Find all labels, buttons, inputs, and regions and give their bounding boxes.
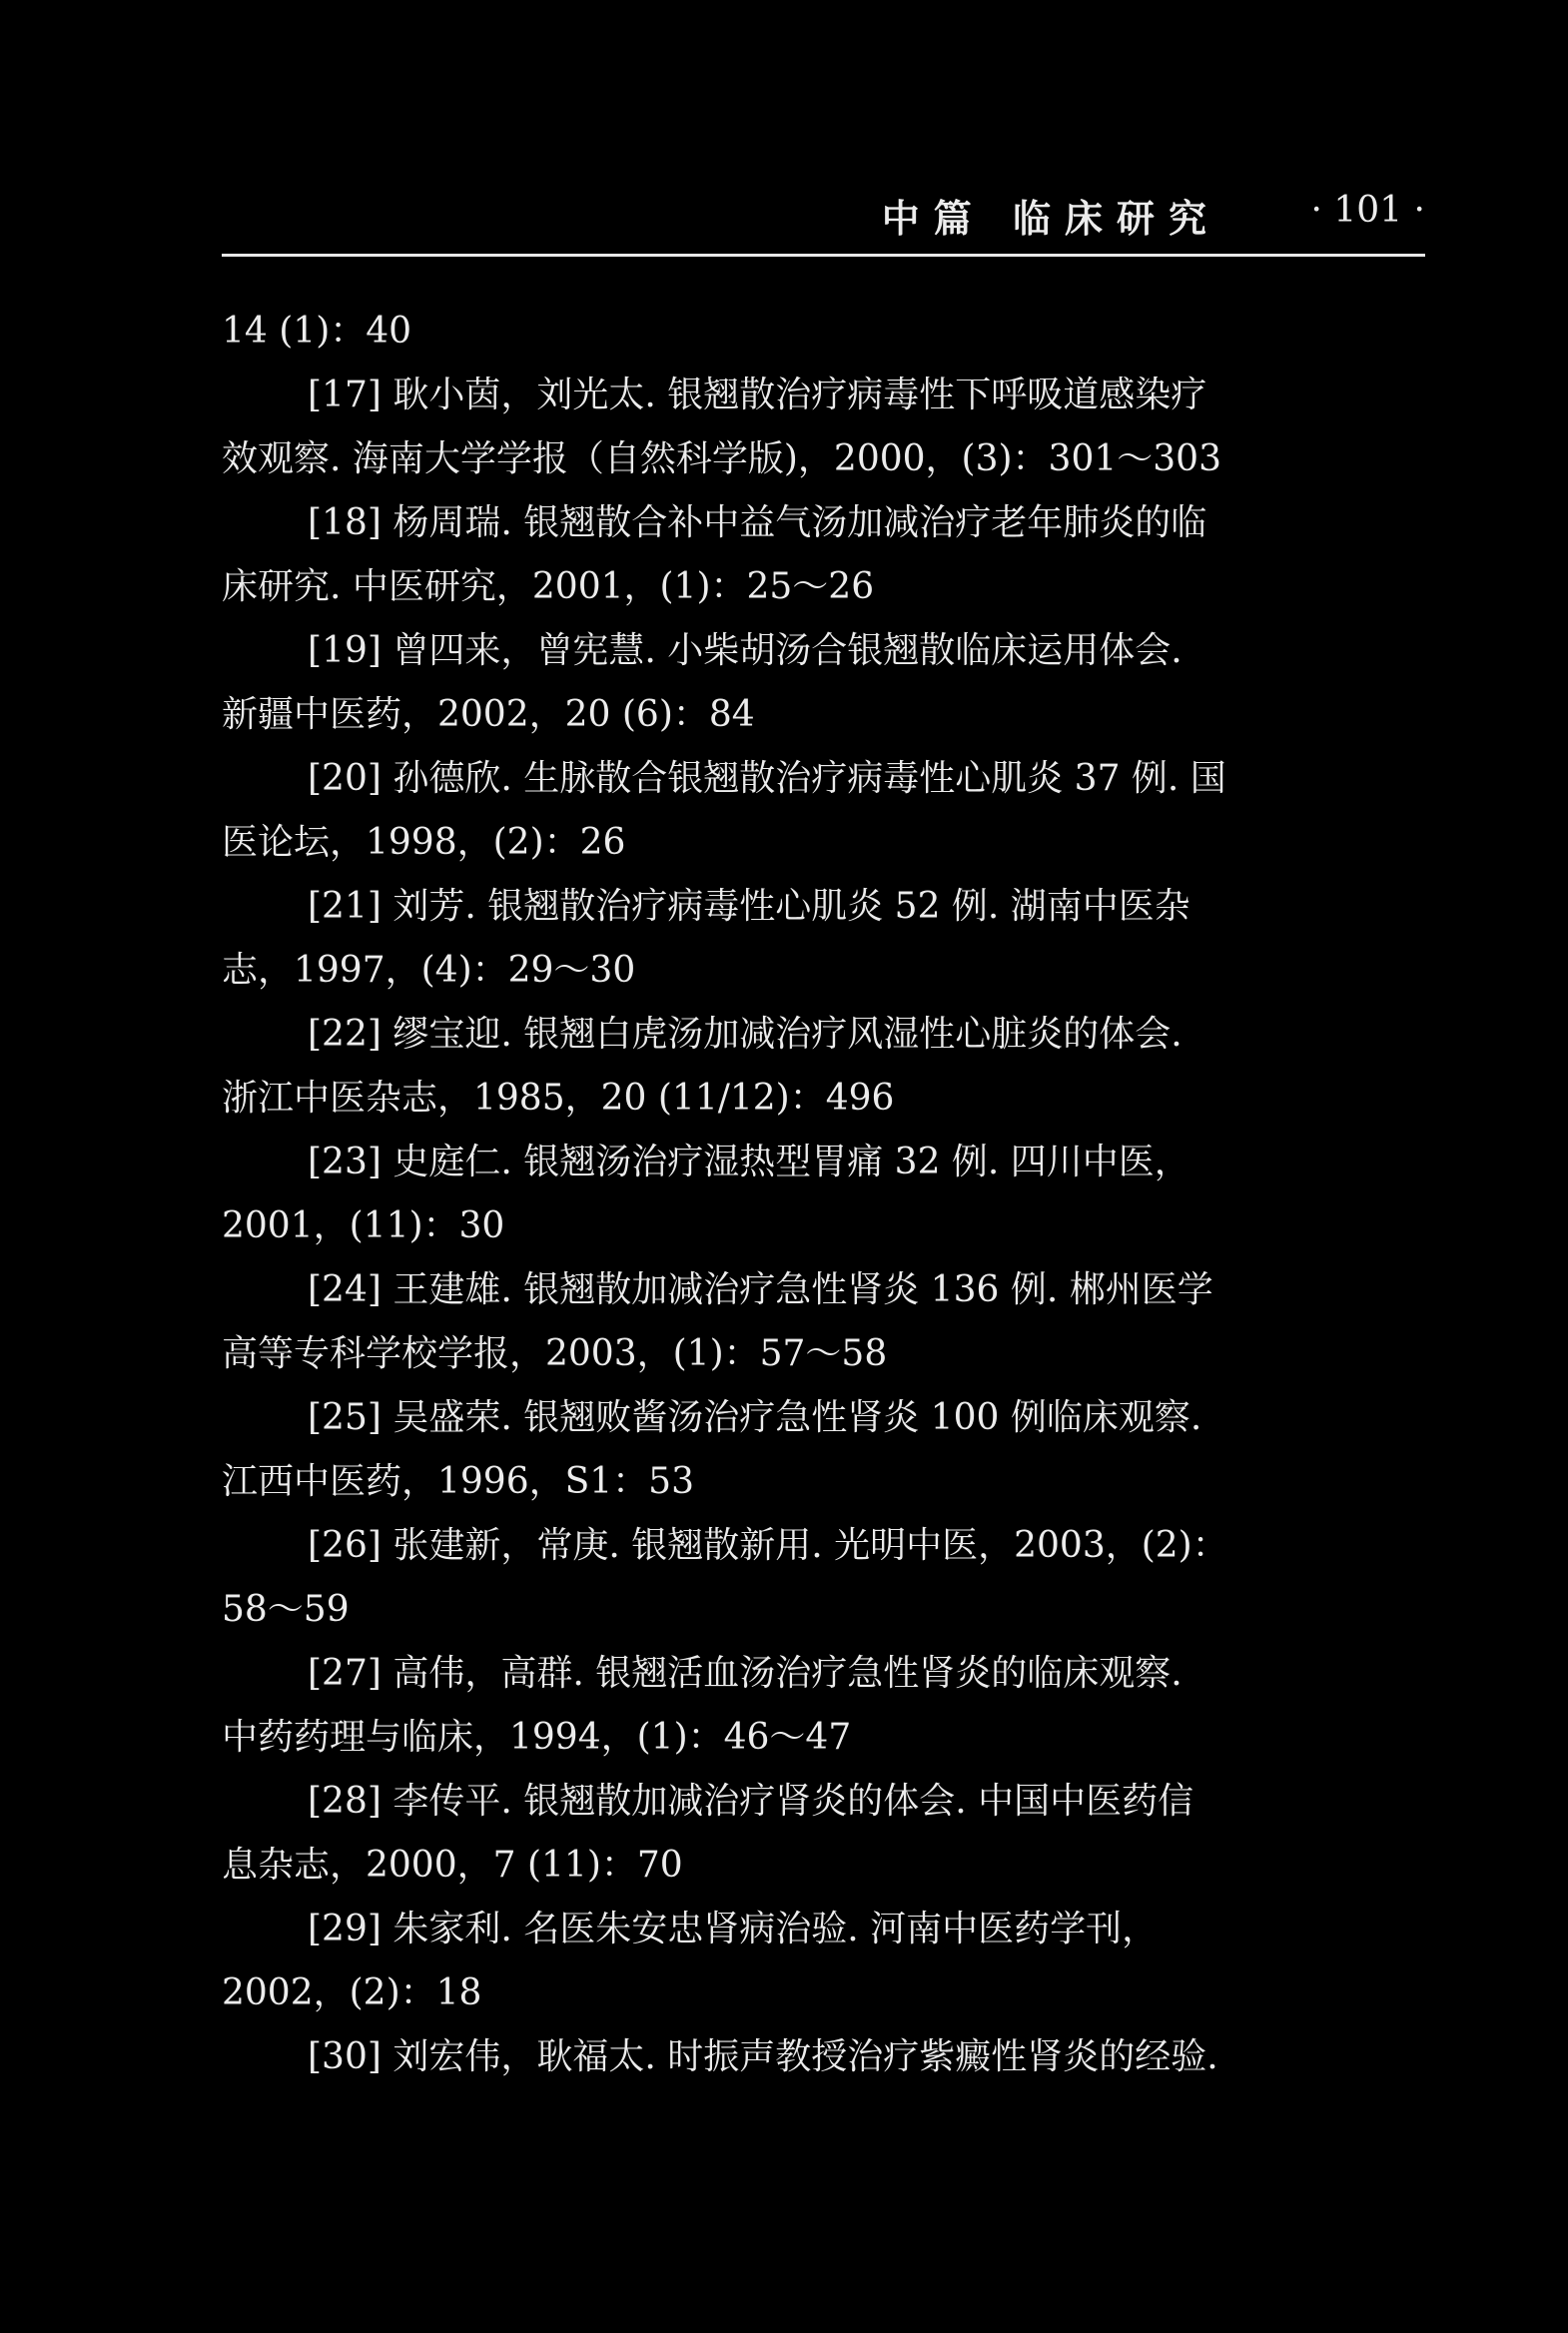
reference-line-start: [25] 吴盛荣. 银翘败酱汤治疗急性肾炎 100 例临床观察. bbox=[308, 1397, 1202, 1438]
reference-line-continuation: 息杂志，2000，7 (11)：70 bbox=[222, 1845, 683, 1886]
reference-line-continuation: 58～59 bbox=[222, 1589, 350, 1630]
reference-line-continuation: 志，1997，(4)：29～30 bbox=[222, 950, 636, 991]
reference-line-start: [17] 耿小茵，刘光太. 银翘散治疗病毒性下呼吸道感染疗 bbox=[308, 375, 1207, 415]
reference-list bbox=[222, 300, 1425, 2089]
reference-line-start: [28] 李传平. 银翘散加减治疗肾炎的体会. 中国中医药信 bbox=[308, 1781, 1194, 1822]
reference-line-continuation: 2002，(2)：18 bbox=[222, 1972, 482, 2013]
reference-line-start: [26] 张建新，常庚. 银翘散新用. 光明中医，2003，(2)： bbox=[308, 1525, 1228, 1566]
reference-line-continuation: 高等专科学校学报，2003，(1)：57～58 bbox=[222, 1333, 888, 1374]
reference-line-continuation: 14 (1)：40 bbox=[222, 311, 412, 352]
reference-line-start: [30] 刘宏伟，耿福太. 时振声教授治疗紫癜性肾炎的经验. bbox=[308, 2036, 1218, 2077]
reference-line-start: [29] 朱家利. 名医朱安忠肾病治验. 河南中医药学刊， bbox=[308, 1909, 1159, 1949]
reference-line-start: [23] 史庭仁. 银翘汤治疗湿热型胃痛 32 例. 四川中医， bbox=[308, 1142, 1190, 1182]
header-title: 中篇 临床研究 bbox=[881, 196, 1220, 241]
reference-line-start: [20] 孙德欣. 生脉散合银翘散治疗病毒性心肌炎 37 例. 国 bbox=[308, 758, 1226, 799]
reference-line-continuation: 新疆中医药，2002，20 (6)：84 bbox=[222, 694, 755, 735]
reference-line-continuation: 中药药理与临床，1994，(1)：46～47 bbox=[222, 1717, 852, 1758]
reference-line-start: [21] 刘芳. 银翘散治疗病毒性心肌炎 52 例. 湖南中医杂 bbox=[308, 886, 1190, 927]
reference-line-continuation: 效观察. 海南大学学报（自然科学版)，2000，(3)：301～303 bbox=[222, 438, 1221, 479]
reference-line-start: [22] 缪宝迎. 银翘白虎汤加减治疗风湿性心脏炎的体会. bbox=[308, 1014, 1182, 1055]
page-number: · 101 · bbox=[1310, 190, 1425, 231]
reference-line-continuation: 浙江中医杂志，1985，20 (11/12)：496 bbox=[222, 1078, 895, 1119]
reference-line-start: [27] 高伟，高群. 银翘活血汤治疗急性肾炎的临床观察. bbox=[308, 1653, 1182, 1694]
reference-line-continuation: 床研究. 中医研究，2001，(1)：25～26 bbox=[222, 566, 875, 607]
reference-line-start: [18] 杨周瑞. 银翘散合补中益气汤加减治疗老年肺炎的临 bbox=[308, 502, 1207, 543]
reference-line-continuation: 医论坛，1998，(2)：26 bbox=[222, 822, 626, 863]
reference-line-start: [19] 曾四来，曾宪慧. 小柴胡汤合银翘散临床运用体会. bbox=[308, 630, 1182, 671]
reference-line-continuation: 2001，(11)：30 bbox=[222, 1205, 505, 1246]
running-header bbox=[222, 188, 1425, 241]
reference-line-continuation: 江西中医药，1996，S1：53 bbox=[222, 1461, 694, 1502]
header-rule bbox=[222, 254, 1425, 257]
reference-line-start: [24] 王建雄. 银翘散加减治疗急性肾炎 136 例. 郴州医学 bbox=[308, 1269, 1213, 1310]
